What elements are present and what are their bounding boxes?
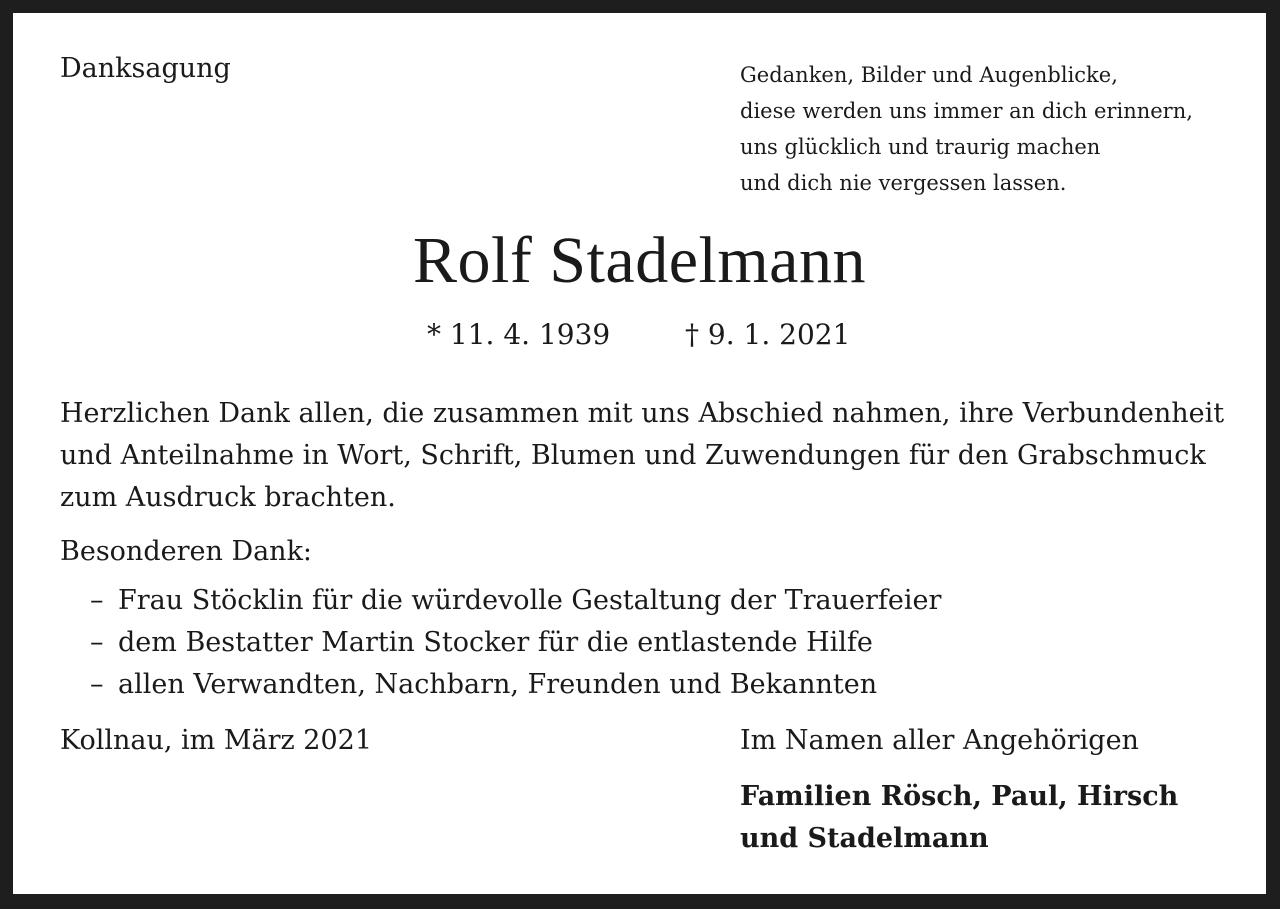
list-item bbox=[90, 664, 941, 706]
families-line: und Stadelmann bbox=[740, 823, 989, 854]
paragraph-line: und Anteilnahme in Wort, Schrift, Blumen und Zuwendungen für den Grabschmuck bbox=[60, 440, 1206, 471]
list-item bbox=[90, 580, 941, 622]
list-item-text: dem Bestatter Martin Stocker für die entlastende Hilfe bbox=[118, 627, 873, 658]
poem-verse bbox=[740, 57, 1193, 201]
list-item-text: allen Verwandten, Nachbarn, Freunden und Bekannten bbox=[118, 669, 878, 700]
families-line: Familien Rösch, Paul, Hirsch bbox=[740, 781, 1179, 812]
list-item-text: Frau Stöcklin für die würdevolle Gestaltung der Trauerfeier bbox=[118, 585, 942, 616]
paragraph-line: Herzlichen Dank allen, die zusammen mit uns Abschied nahmen, ihre Verbundenheit bbox=[60, 398, 1225, 429]
birth-date: * 11. 4. 1939 bbox=[427, 318, 611, 351]
special-thanks-heading: Besonderen Dank: bbox=[60, 536, 313, 567]
poem-line: diese werden uns immer an dich erinnern, bbox=[740, 99, 1193, 123]
paragraph-line: zum Ausdruck brachten. bbox=[60, 482, 396, 513]
obituary-notice bbox=[13, 13, 1266, 894]
signature-intro: Im Namen aller Angehörigen bbox=[740, 725, 1139, 756]
thank-you-paragraph bbox=[60, 393, 1224, 519]
special-thanks-list bbox=[90, 580, 941, 706]
notice-heading: Danksagung bbox=[60, 53, 231, 84]
dash-bullet: – bbox=[90, 627, 104, 658]
poem-line: und dich nie vergessen lassen. bbox=[740, 171, 1067, 195]
poem-line: Gedanken, Bilder und Augenblicke, bbox=[740, 63, 1118, 87]
poem-line: uns glücklich und traurig machen bbox=[740, 135, 1101, 159]
signature-families bbox=[740, 776, 1178, 860]
death-date: † 9. 1. 2021 bbox=[685, 318, 851, 351]
dash-bullet: – bbox=[90, 585, 104, 616]
list-item bbox=[90, 622, 941, 664]
place-and-date: Kollnau, im März 2021 bbox=[60, 725, 373, 756]
dash-bullet: – bbox=[90, 669, 104, 700]
deceased-name: Rolf Stadelmann bbox=[413, 224, 866, 297]
